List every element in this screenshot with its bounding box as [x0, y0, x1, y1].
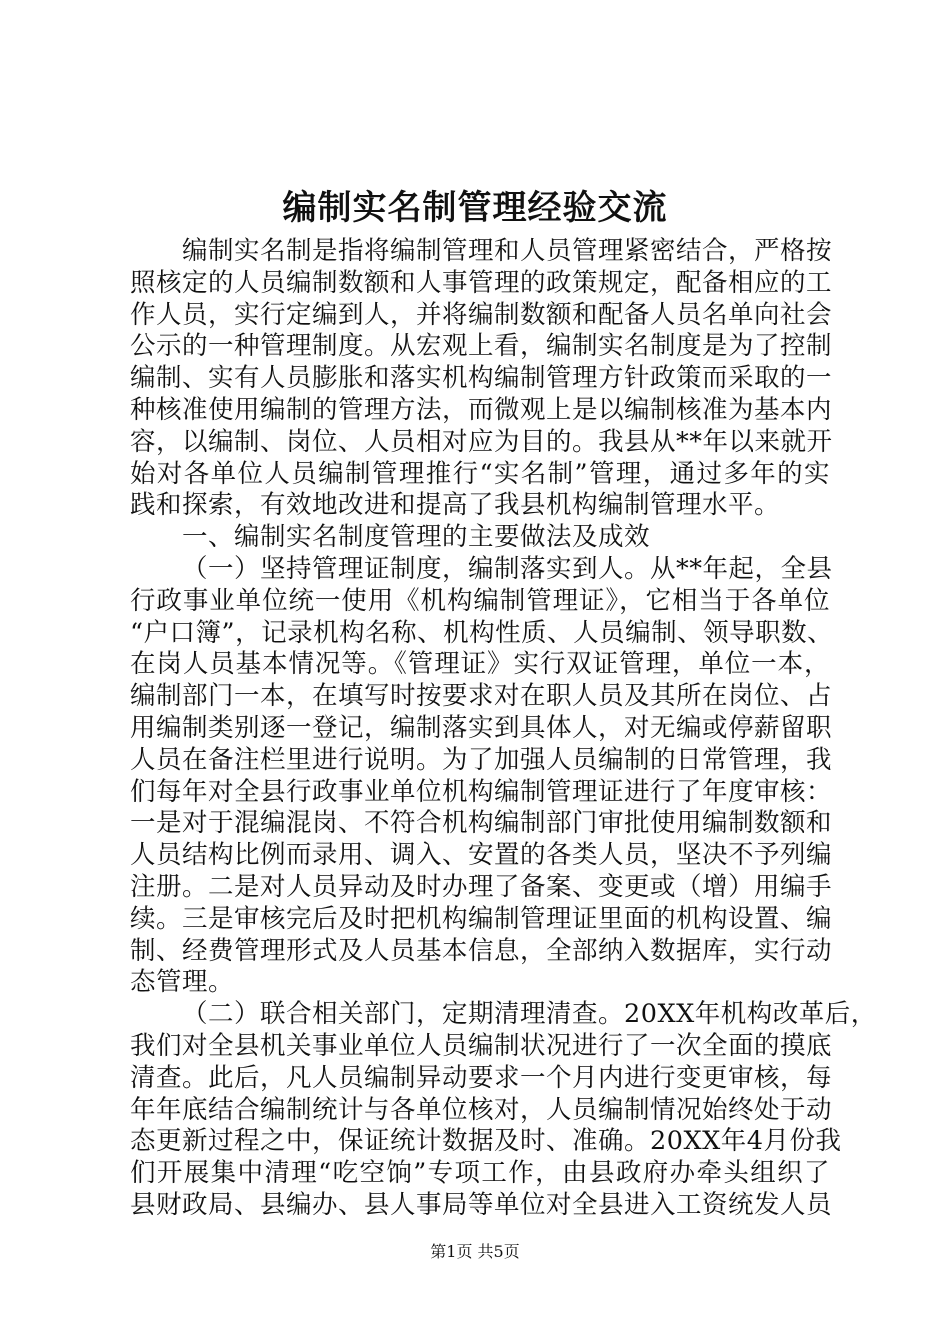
text-line: “户口簿”，记录机构名称、机构性质、人员编制、领导职数、	[130, 617, 834, 648]
text-line: 容，以编制、岗位、人员相对应为目的。我县从**年以来就开	[130, 426, 833, 457]
document-body	[130, 236, 877, 1222]
text-line: 制、经费管理形式及人员基本信息，全部纳入数据库，实行动	[130, 935, 833, 966]
text-line: 行政事业单位统一使用《机构编制管理证》，它相当于各单位	[130, 585, 830, 616]
text-line: 照核定的人员编制数额和人事管理的政策规定，配备相应的工	[130, 267, 833, 298]
text-line: 态更新过程之中，保证统计数据及时、准确。20XX年4月份我	[130, 1126, 842, 1157]
text-line: 县财政局、县编办、县人事局等单位对全县进入工资统发人员	[130, 1189, 833, 1220]
text-line: 践和探索，有效地改进和提高了我县机构编制管理水平。	[130, 490, 781, 521]
text-line: 们每年对全县行政事业单位机构编制管理证进行了年度审核：	[130, 776, 833, 807]
text-line: 人员结构比例而录用、调入、安置的各类人员，坚决不予列编	[130, 840, 833, 871]
text-line: 我们对全县机关事业单位人员编制状况进行了一次全面的摸底	[130, 1030, 833, 1061]
text-line: 编制实名制是指将编制管理和人员管理紧密结合，严格按	[182, 236, 833, 266]
text-line: 编制部门一本，在填写时按要求对在职人员及其所在岗位、占	[130, 681, 833, 712]
text-line: 种核准使用编制的管理方法，而微观上是以编制核准为基本内	[130, 394, 833, 425]
text-line: 态管理。	[130, 967, 235, 998]
page-footer: 第1页 共5页	[430, 1242, 520, 1261]
text-line: 年年底结合编制统计与各单位核对，人员编制情况始终处于动	[130, 1094, 833, 1125]
section-heading: 一、编制实名制度管理的主要做法及成效	[182, 522, 651, 553]
text-line: 人员在备注栏里进行说明。为了加强人员编制的日常管理，我	[130, 744, 833, 775]
text-line: 编制、实有人员膨胀和落实机构编制管理方针政策而采取的一	[130, 363, 833, 394]
text-line: 清查。此后，凡人员编制异动要求一个月内进行变更审核，每	[130, 1062, 833, 1093]
text-line: 用编制类别逐一登记，编制落实到具体人，对无编或停薪留职	[130, 712, 833, 743]
text-line: 一是对于混编混岗、不符合机构编制部门审批使用编制数额和	[130, 808, 833, 839]
text-line: 们开展集中清理“吃空饷”专项工作，由县政府办牵头组织了	[130, 1158, 830, 1189]
text-line: 公示的一种管理制度。从宏观上看，编制实名制度是为了控制	[130, 331, 833, 362]
text-line: 在岗人员基本情况等。《管理证》实行双证管理，单位一本，	[130, 649, 830, 680]
document-title: 编制实名制管理经验交流	[282, 188, 668, 228]
text-line: 续。三是审核完后及时把机构编制管理证里面的机构设置、编	[130, 903, 833, 934]
subsection-heading: （一）坚持管理证制度，编制落实到人。从**年起，全县	[182, 553, 833, 584]
text-line: 注册。二是对人员异动及时办理了备案、变更或（增）用编手	[130, 871, 833, 902]
text-line: 始对各单位人员编制管理推行“实名制”管理，通过多年的实	[130, 458, 830, 489]
subsection-heading: （二）联合相关部门，定期清理清查。20XX年机构改革后，	[182, 999, 877, 1030]
text-line: 作人员，实行定编到人，并将编制数额和配备人员名单向社会	[130, 299, 833, 330]
